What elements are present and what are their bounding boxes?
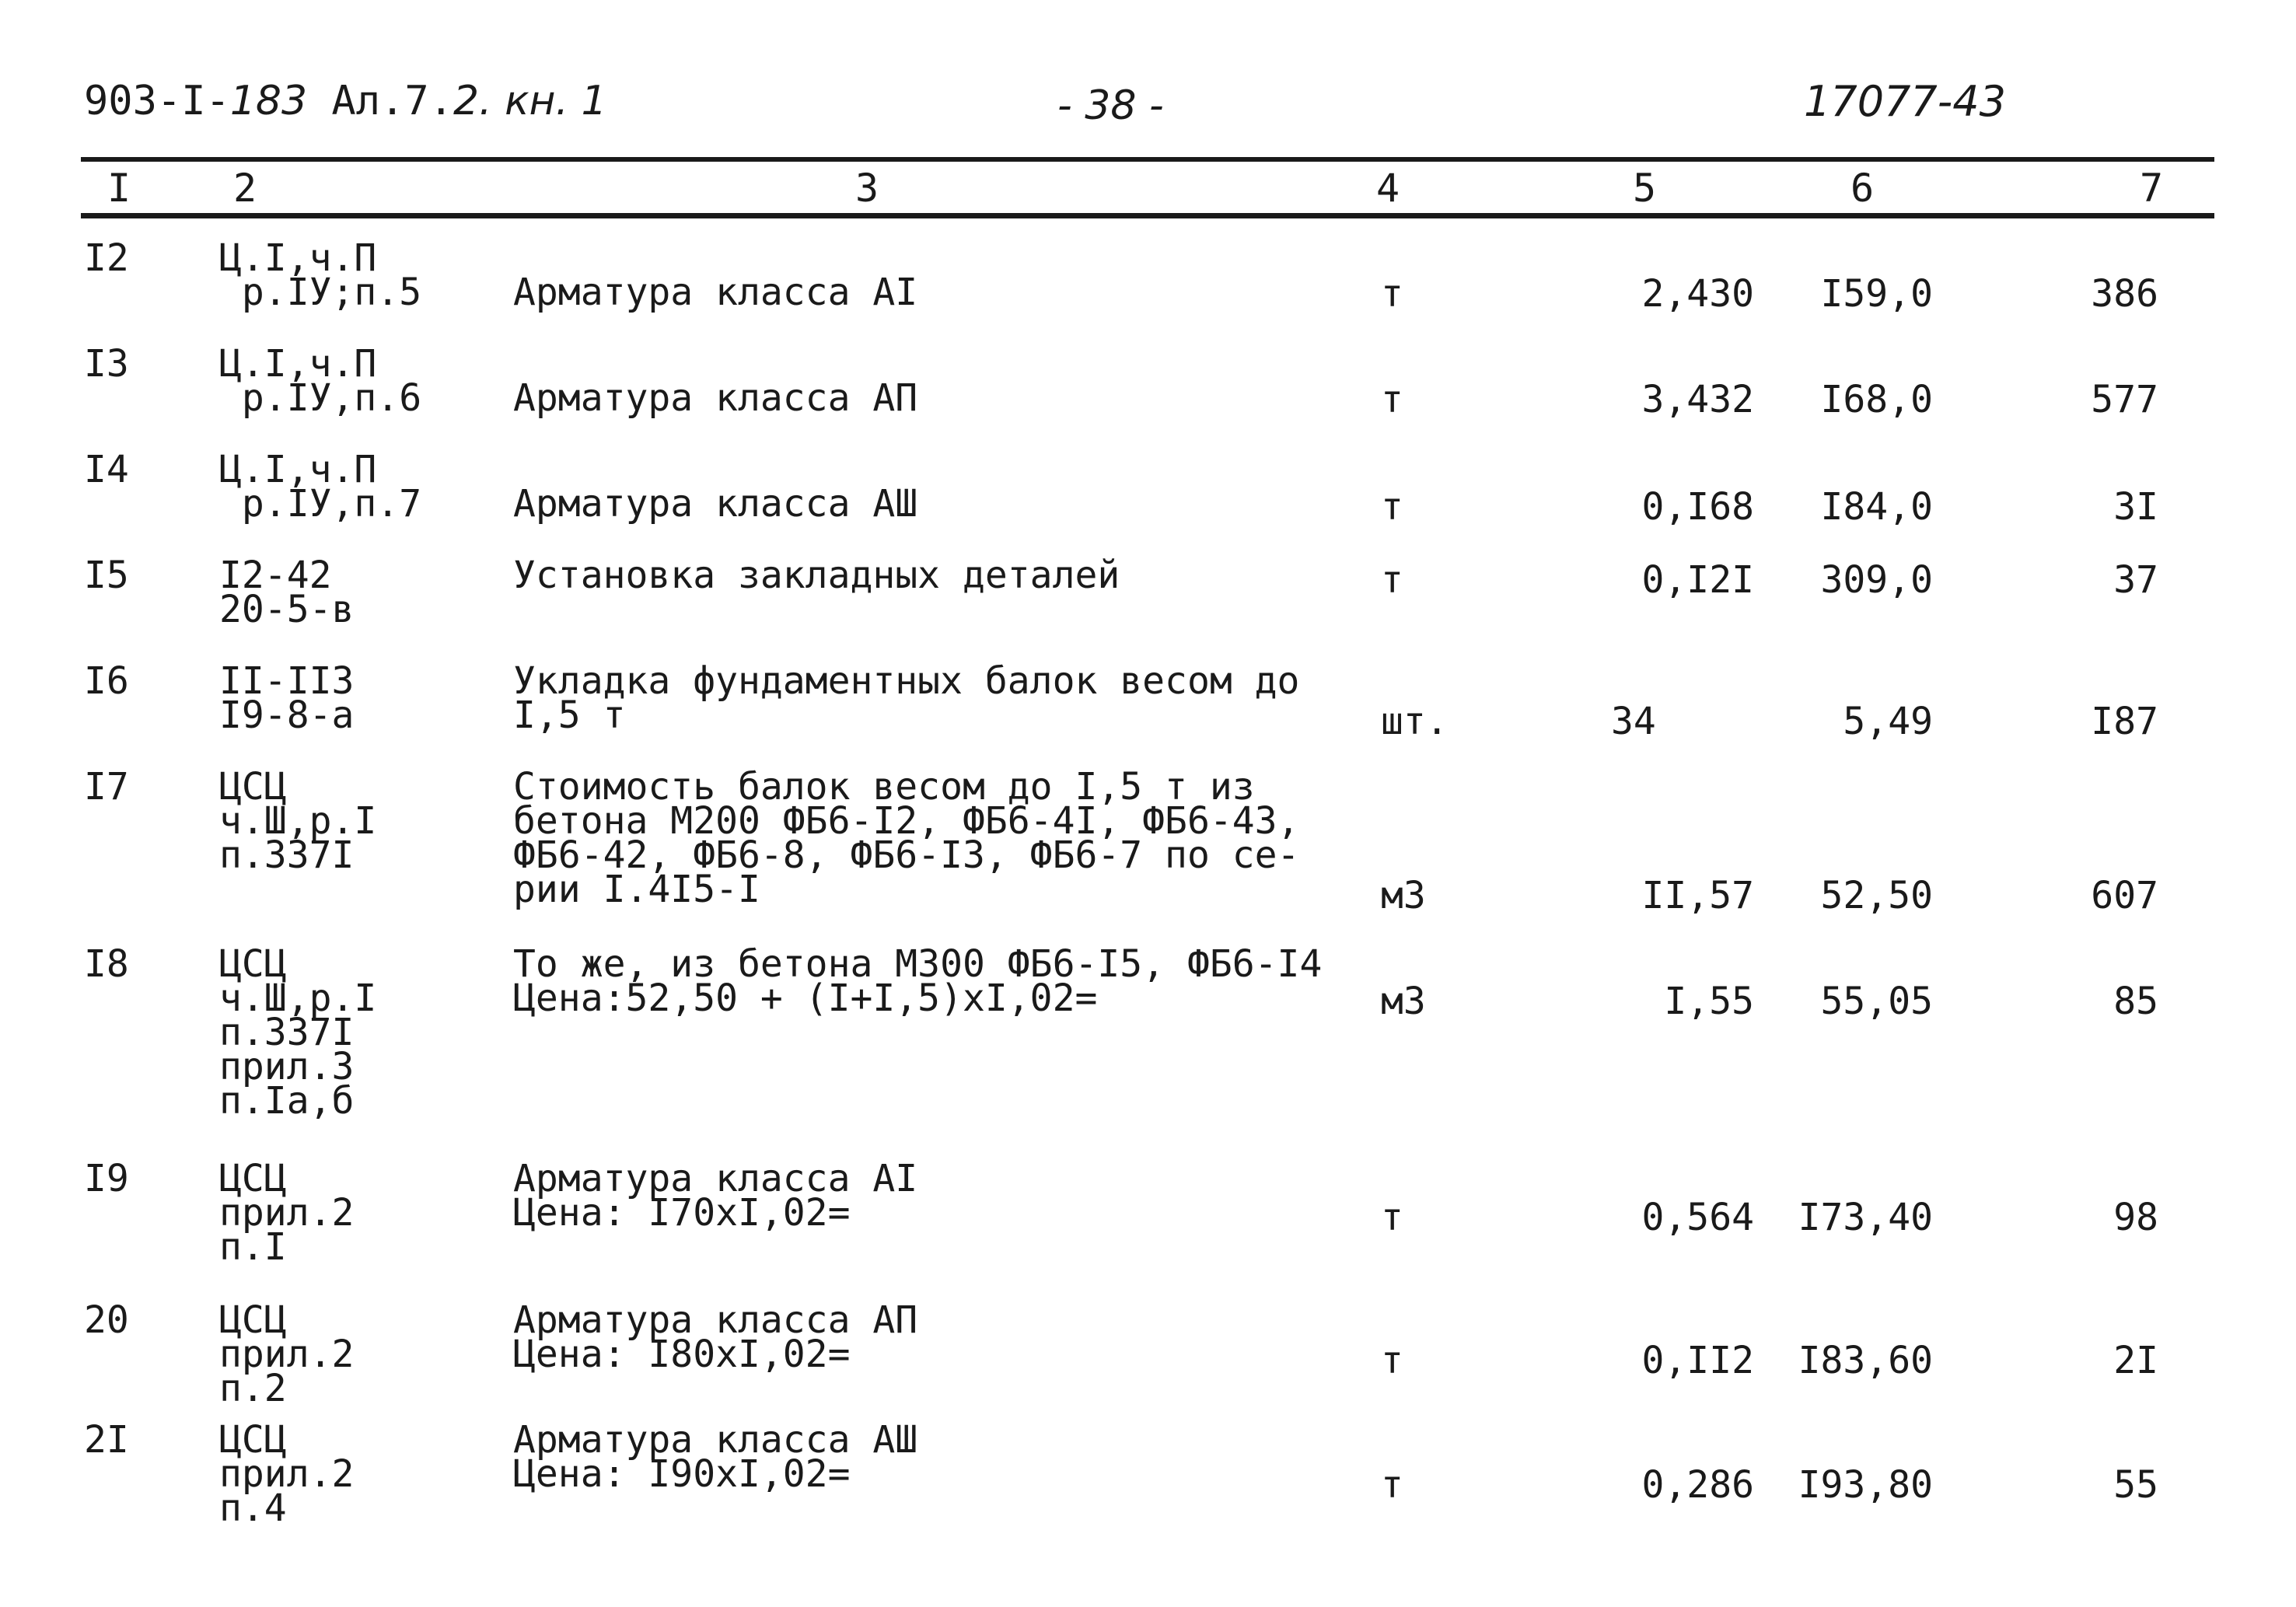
row-unit: т: [1381, 1196, 1403, 1239]
row-number: 2I: [84, 1418, 129, 1462]
column-header-2: 2: [233, 166, 257, 211]
row-unit-price: I84,0: [1820, 485, 1933, 529]
row-unit: т: [1381, 272, 1403, 316]
column-header-1: I: [107, 166, 131, 211]
row-description: То же, из бетона М300 ФБ6-I5, ФБ6-I4 Цена:52,50 + (I+I,5)xI,02=: [513, 942, 1323, 1020]
row-number: I6: [84, 659, 129, 703]
row-reference: ЦСЦ прил.2 п.2: [219, 1298, 355, 1410]
row-total: 37: [2113, 558, 2158, 602]
album-handwritten: 2. кн. 1: [453, 78, 607, 124]
row-unit-price: I93,80: [1798, 1463, 1933, 1507]
row-reference: Ц.I,ч.П р.IУ;п.5: [219, 236, 422, 314]
row-number: I7: [84, 765, 129, 809]
table-header-rule: [81, 213, 2214, 218]
row-reference: II-II3 I9-8-а: [219, 659, 355, 737]
code-printed: 903-I-: [84, 78, 230, 124]
row-total: 577: [2091, 378, 2158, 421]
row-total: I87: [2091, 700, 2158, 743]
row-number: I5: [84, 554, 129, 597]
row-quantity: II,57: [1641, 874, 1754, 917]
row-description: Арматура класса АШ: [513, 482, 918, 526]
row-unit: т: [1381, 558, 1403, 602]
table-top-rule: [81, 157, 2214, 162]
row-description: Установка закладных деталей: [513, 554, 1120, 597]
row-description: Стоимость балок весом до I,5 т из бетона М200 ФБ6-I2, ФБ6-4I, ФБ6-43, ФБ6-42, ФБ6-8, ФБ6-I3, ФБ6-7 по се- рии I.4I5-I: [513, 765, 1300, 911]
row-quantity: 0,I68: [1641, 485, 1754, 529]
code-handwritten: 183: [229, 78, 308, 124]
row-quantity: 0,564: [1641, 1196, 1754, 1239]
row-number: 20: [84, 1298, 129, 1342]
row-unit: т: [1381, 378, 1403, 421]
row-total: 3I: [2113, 485, 2158, 529]
row-unit: т: [1381, 1339, 1403, 1382]
row-number: I3: [84, 342, 129, 386]
row-total: 2I: [2113, 1339, 2158, 1382]
row-reference: I2-42 20-5-в: [219, 554, 355, 631]
document-code: [84, 78, 607, 124]
row-number: I9: [84, 1157, 129, 1200]
row-reference: ЦСЦ прил.2 п.I: [219, 1157, 355, 1269]
row-number: I8: [84, 942, 129, 986]
row-reference: Ц.I,ч.П р.IУ,п.6: [219, 342, 422, 420]
row-unit-price: I59,0: [1820, 272, 1933, 316]
row-number: I2: [84, 236, 129, 280]
document-number: 17077-43: [1804, 77, 2006, 126]
row-unit: м3: [1381, 874, 1426, 917]
row-unit: т: [1381, 1463, 1403, 1507]
column-header-3: 3: [855, 166, 879, 211]
row-unit-price: I73,40: [1798, 1196, 1933, 1239]
row-unit-price: I83,60: [1798, 1339, 1933, 1382]
row-quantity: 0,286: [1641, 1463, 1754, 1507]
row-quantity: 2,430: [1641, 272, 1754, 316]
row-unit: м3: [1381, 980, 1426, 1023]
row-reference: ЦСЦ ч.Ш,р.I п.337I: [219, 765, 377, 877]
row-total: 607: [2091, 874, 2158, 917]
column-header-6: 6: [1850, 166, 1875, 211]
row-quantity: 0,I2I: [1641, 558, 1754, 602]
row-reference: ЦСЦ ч.Ш,р.I п.337I прил.3 п.Iа,б: [219, 942, 377, 1123]
row-quantity: 34: [1611, 700, 1656, 743]
row-total: 386: [2091, 272, 2158, 316]
album-printed: Ал.7.: [307, 78, 453, 124]
row-reference: ЦСЦ прил.2 п.4: [219, 1418, 355, 1530]
column-header-5: 5: [1633, 166, 1657, 211]
row-description: Укладка фундаментных балок весом до I,5 т: [513, 659, 1300, 737]
row-number: I4: [84, 448, 129, 491]
row-quantity: 0,II2: [1641, 1339, 1754, 1382]
row-unit: шт.: [1381, 700, 1449, 743]
row-unit-price: 5,49: [1843, 700, 1933, 743]
column-header-4: 4: [1376, 166, 1400, 211]
row-quantity: 3,432: [1641, 378, 1754, 421]
column-header-7: 7: [2140, 166, 2164, 211]
row-reference: Ц.I,ч.П р.IУ,п.7: [219, 448, 422, 526]
row-description: Арматура класса АП Цена: I80xI,02=: [513, 1298, 918, 1376]
row-description: Арматура класса АШ Цена: I90xI,02=: [513, 1418, 918, 1496]
row-unit: т: [1381, 485, 1403, 529]
row-total: 98: [2113, 1196, 2158, 1239]
row-unit-price: 52,50: [1820, 874, 1933, 917]
row-unit-price: I68,0: [1820, 378, 1933, 421]
row-quantity: I,55: [1664, 980, 1754, 1023]
row-unit-price: 309,0: [1820, 558, 1933, 602]
page-number: - 38 -: [1057, 82, 1164, 129]
row-unit-price: 55,05: [1820, 980, 1933, 1023]
row-description: Арматура класса АI: [513, 271, 918, 314]
row-total: 85: [2113, 980, 2158, 1023]
row-description: Арматура класса АП: [513, 376, 918, 420]
row-description: Арматура класса АI Цена: I70xI,02=: [513, 1157, 918, 1235]
row-total: 55: [2113, 1463, 2158, 1507]
